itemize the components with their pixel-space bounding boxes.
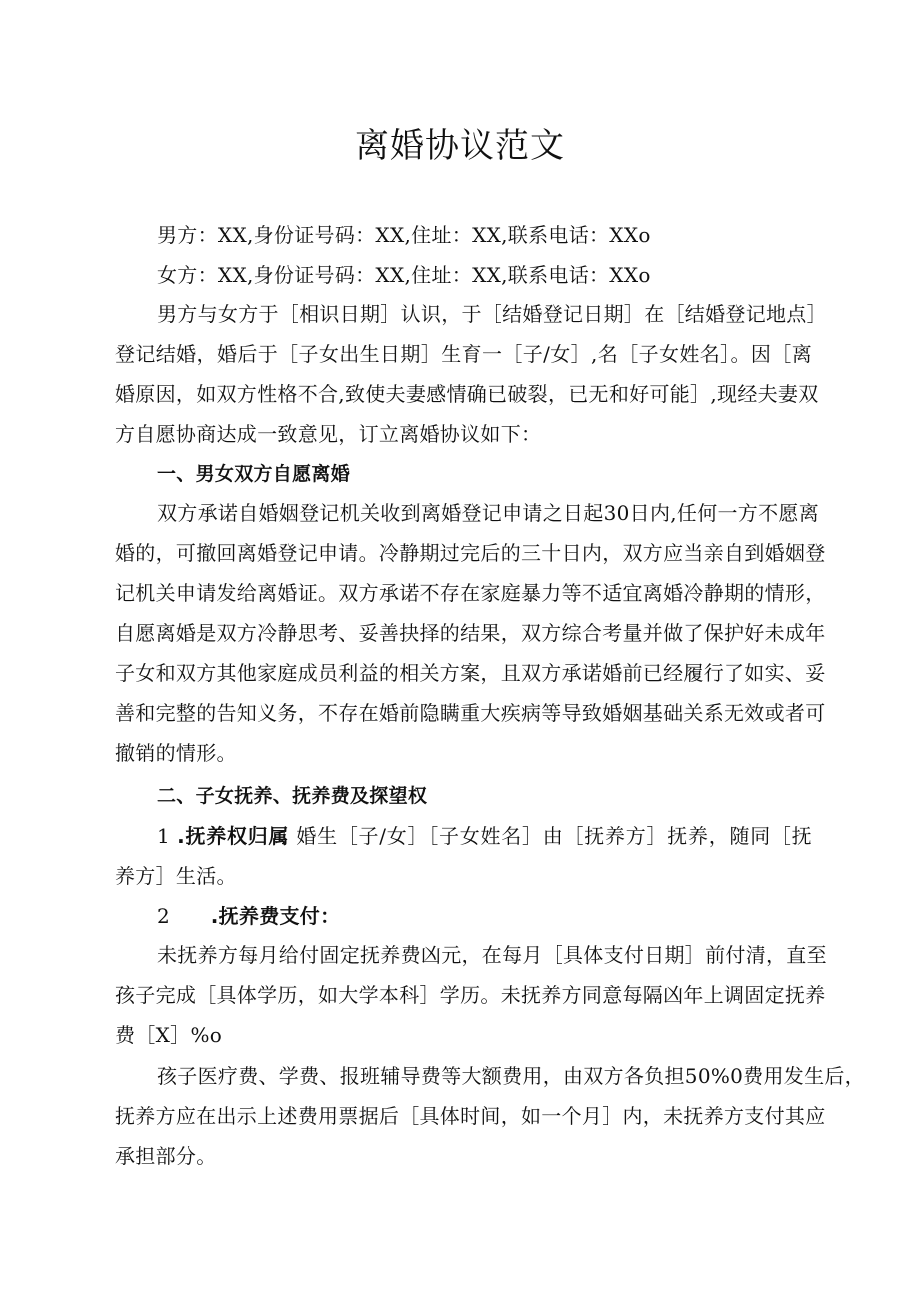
section1-paragraph-line: 撤销的情形。 [115,741,237,765]
clause-title: .抚养费支付： [210,904,341,928]
section-heading-1: 一、男女双方自愿离婚 [157,463,351,485]
clause-2-heading [157,903,812,929]
clause-number: 1 [157,824,171,848]
section1-paragraph-line: 婚的，可撤回离婚登记申请。冷静期过完后的三十日内，双方应当亲自到婚姻登 [115,541,826,565]
clause-title: .抚养权归属 [177,824,290,848]
intro-paragraph-line: 男方与女方于［相识日期］认识，于［结婚登记日期］在［结婚登记地点］ [157,302,827,326]
expense-paragraph-line: 承担部分。 [115,1144,217,1168]
clause-1-line [157,823,812,849]
intro-paragraph-line: 婚原因，如双方性格不合,致使夫妻感情确已破裂，已无和好可能］,现经夫妻双 [115,382,819,406]
section1-paragraph-line: 双方承诺自婚姻登记机关收到离婚登记申请之日起30日内,任何一方不愿离 [157,501,820,525]
intro-paragraph-line: 方自愿协商达成一致意见，订立离婚协议如下： [115,422,542,446]
clause-2-paragraph-line: 费［X］%o [115,1023,223,1047]
section1-paragraph-line: 善和完整的告知义务，不存在婚前隐瞒重大疾病等导致婚姻基础关系无效或者可 [115,701,826,725]
clause-2-paragraph-line: 孩子完成［具体学历，如大学本科］学历。未抚养方同意每隔凶年上调固定抚养 [115,983,826,1007]
section1-paragraph-line: 子女和双方其他家庭成员利益的相关方案，且双方承诺婚前已经履行了如实、妥 [115,661,826,685]
section1-paragraph-line: 自愿离婚是双方冷静思考、妥善抉择的结果，双方综合考量并做了保护好未成年 [115,621,826,645]
female-party-line: 女方：XX,身份证号码：XX,住址：XX,联系电话：XXo [157,263,651,287]
section-heading-2: 二、子女抚养、抚养费及探望权 [157,785,428,807]
section1-paragraph-line: 记机关申请发给离婚证。双方承诺不存在家庭暴力等不适宜离婚冷静期的情形， [115,581,826,605]
expense-paragraph-line: 孩子医疗费、学费、报班辅导费等大额费用，由双方各负担50%0费用发生后， [157,1064,865,1088]
document-title: 离婚协议范文 [355,126,565,166]
male-party-line: 男方：XX,身份证号码：XX,住址：XX,联系电话：XXo [157,223,651,247]
clause-2-paragraph-line: 未抚养方每月给付固定抚养费凶元，在每月［具体支付日期］前付清，直至 [157,943,827,967]
clause-number: 2 [157,904,171,928]
expense-paragraph-line: 抚养方应在出示上述费用票据后［具体时间，如一个月］内，未抚养方支付其应 [115,1104,826,1128]
clause-1-line: 养方］生活。 [115,864,237,888]
clause-text: 婚生［子/女］［子女姓名］由［抚养方］抚养，随同［抚 [296,824,812,848]
intro-paragraph-line: 登记结婚，婚后于［子女出生日期］生育一［子/女］,名［子女姓名］。因［离 [115,342,812,366]
